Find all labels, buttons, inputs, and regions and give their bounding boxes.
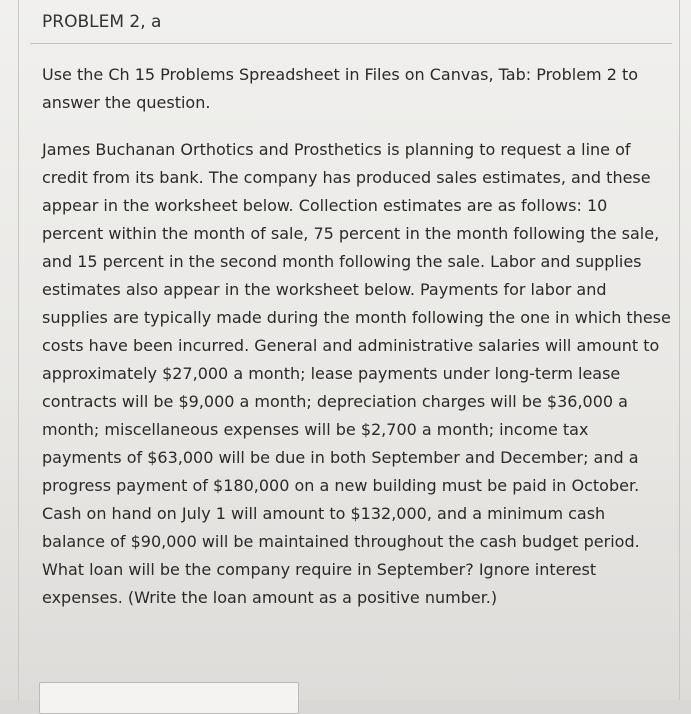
title-divider (30, 43, 672, 44)
instruction-text: Use the Ch 15 Problems Spreadsheet in Files on Canvas, Tab: Problem 2 to answer the question. (42, 65, 639, 112)
answer-input[interactable] (39, 682, 299, 714)
problem-body-text: James Buchanan Orthotics and Prosthetics is planning to request a line of credit from its bank. The company has produced sales estimates, and these appear in the worksheet below. Collection estimates are as follows: 10 percent within the month of sale, 75 percent in the month following the sale, and 15 percent in the second month following the sale. Labor and supplies estimates also appear in the worksheet below. Payments for labor and supplies are typically made during the month following the one in which these costs have been incurred. General and administrative salaries will amount to approximately $27,000 a month; lease payments under long-term lease contracts will be $9,000 a month; depreciation charges will be $36,000 a month; miscellaneous expenses will be $2,700 a month; income tax payments of $63,000 will be due in both September and December; and a progress payment of $180,000 on a new building must be paid in October. Cash on hand on July 1 will amount to $132,000, and a minimum cash balance of $90,000 will be maintained throughout the cash budget period. What loan will be the company require in September? Ignore interest expenses. (Write the loan amount as a positive number.) (42, 140, 671, 607)
problem-title: PROBLEM 2, a (42, 12, 162, 32)
